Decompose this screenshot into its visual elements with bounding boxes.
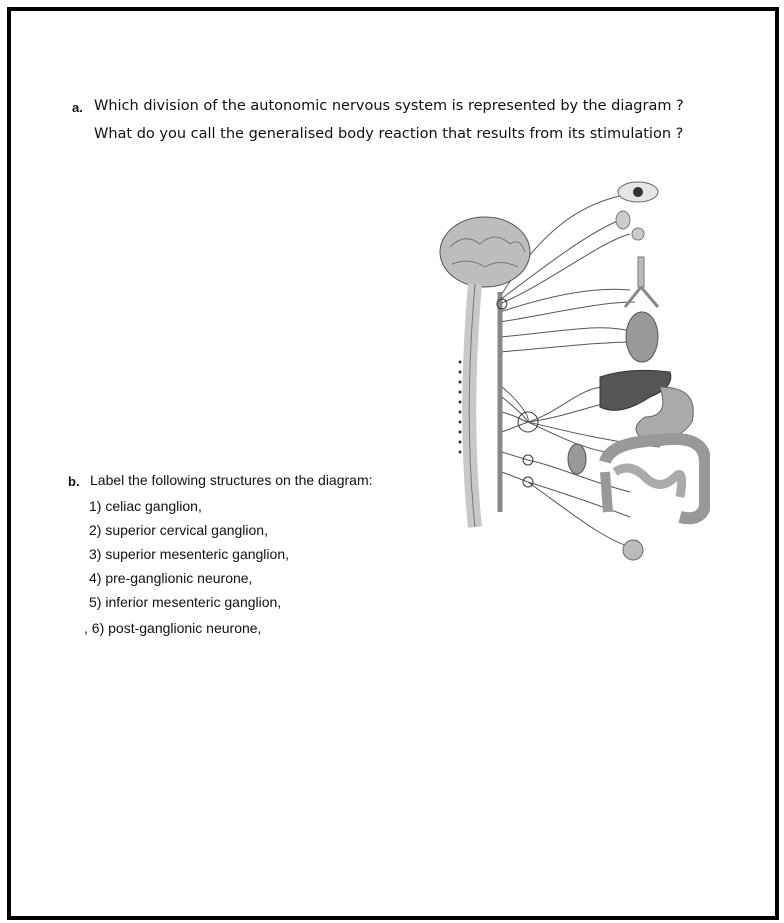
bladder <box>623 540 643 560</box>
liver <box>600 370 671 410</box>
sympathetic-nervous-system-diagram <box>430 172 710 572</box>
question-a-line-1: Which division of the autonomic nervous system is represented by the diagram ? <box>94 98 684 114</box>
list-item: 3) superior mesenteric ganglion, <box>89 546 289 562</box>
question-a-line-2: What do you call the generalised body reaction that results from its stimulation ? <box>94 126 684 142</box>
lungs-trachea <box>625 257 658 307</box>
list-item: 4) pre-ganglionic neurone, <box>89 570 253 586</box>
eye <box>618 182 658 202</box>
salivary-gland-small <box>632 228 644 240</box>
list-item: , 6) post-ganglionic neurone, <box>84 620 262 636</box>
question-a-letter: a. <box>72 100 83 115</box>
sympathetic-chain <box>459 361 462 454</box>
salivary-gland <box>616 211 630 229</box>
question-b-letter: b. <box>68 474 80 489</box>
list-item: 5) inferior mesenteric ganglion, <box>89 594 282 610</box>
question-b-title: Label the following structures on the diagram: <box>90 472 373 488</box>
list-item: 1) celiac ganglion, <box>89 498 202 514</box>
brain <box>440 217 530 287</box>
spinal-cord <box>469 284 475 527</box>
intestines <box>605 439 705 518</box>
kidney <box>568 444 586 474</box>
heart <box>626 312 658 362</box>
list-item: 2) superior cervical ganglion, <box>89 522 268 538</box>
